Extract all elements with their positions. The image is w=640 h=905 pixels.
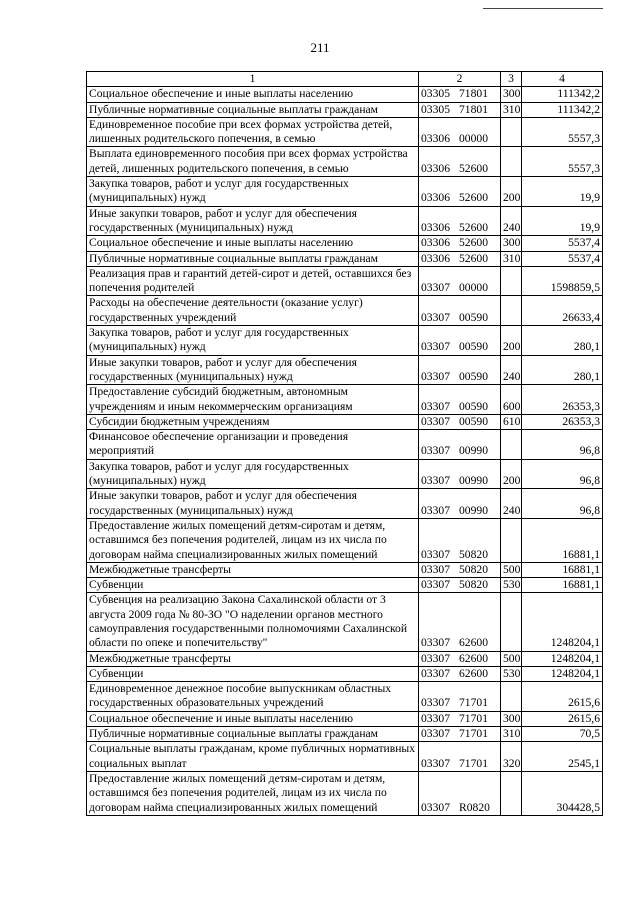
row-amount: 280,1 xyxy=(522,326,603,356)
code-part-a: 03307 xyxy=(421,800,450,814)
row-code xyxy=(419,578,501,593)
table-row xyxy=(87,562,603,577)
code-part-a: 03307 xyxy=(421,310,450,324)
row-expense-type: 610 xyxy=(501,414,522,429)
row-name: Субсидии бюджетным учреждениям xyxy=(87,414,419,429)
row-expense-type: 240 xyxy=(501,355,522,385)
code-part-b: 00590 xyxy=(459,369,488,383)
row-expense-type: 240 xyxy=(501,489,522,519)
row-code xyxy=(419,489,501,519)
row-code xyxy=(419,727,501,742)
table-row xyxy=(87,593,603,651)
row-expense-type: 530 xyxy=(501,578,522,593)
row-expense-type xyxy=(501,518,522,562)
row-expense-type xyxy=(501,593,522,651)
row-amount: 16881,1 xyxy=(522,578,603,593)
row-expense-type: 240 xyxy=(501,206,522,236)
row-expense-type xyxy=(501,682,522,712)
row-code xyxy=(419,414,501,429)
code-part-a: 03305 xyxy=(421,87,450,101)
code-part-a: 03307 xyxy=(421,399,450,413)
row-expense-type: 310 xyxy=(501,727,522,742)
budget-table xyxy=(86,71,603,816)
row-code xyxy=(419,459,501,489)
row-amount: 5557,3 xyxy=(522,117,603,147)
row-name: Реализация прав и гарантий детей-сирот и детей, оставшихся без попечения родителей xyxy=(87,266,419,296)
row-code xyxy=(419,147,501,177)
table-row xyxy=(87,459,603,489)
row-amount: 1248204,1 xyxy=(522,651,603,666)
row-amount: 19,9 xyxy=(522,177,603,207)
row-name: Межбюджетные трансферты xyxy=(87,562,419,577)
row-expense-type: 300 xyxy=(501,87,522,102)
row-code xyxy=(419,593,501,651)
row-code xyxy=(419,430,501,460)
row-expense-type: 200 xyxy=(501,177,522,207)
row-code xyxy=(419,87,501,102)
code-part-b: 00990 xyxy=(459,503,488,517)
code-part-b: 71801 xyxy=(459,102,488,116)
code-part-a: 03306 xyxy=(421,251,450,265)
table-row xyxy=(87,727,603,742)
code-part-a: 03307 xyxy=(421,711,450,725)
row-amount: 70,5 xyxy=(522,727,603,742)
row-code xyxy=(419,711,501,726)
row-name: Закупка товаров, работ и услуг для государственных (муниципальных) нужд xyxy=(87,459,419,489)
row-name: Выплата единовременного пособия при всех формах устройства детей, лишенных родительского попечения, в семью xyxy=(87,147,419,177)
row-expense-type xyxy=(501,296,522,326)
row-amount: 5537,4 xyxy=(522,251,603,266)
code-part-b: 52600 xyxy=(459,220,488,234)
code-part-a: 03307 xyxy=(421,562,450,576)
row-amount: 96,8 xyxy=(522,430,603,460)
row-code xyxy=(419,651,501,666)
header-col-1: 1 xyxy=(87,72,419,87)
row-name: Иные закупки товаров, работ и услуг для обеспечения государственных (муниципальных) нужд xyxy=(87,489,419,519)
row-expense-type xyxy=(501,117,522,147)
table-row xyxy=(87,414,603,429)
code-part-b: 50820 xyxy=(459,578,488,592)
row-amount: 19,9 xyxy=(522,206,603,236)
row-amount: 2545,1 xyxy=(522,742,603,772)
row-amount: 2615,6 xyxy=(522,682,603,712)
table-row xyxy=(87,489,603,519)
code-part-a: 03307 xyxy=(421,696,450,710)
code-part-a: 03305 xyxy=(421,102,450,116)
row-code xyxy=(419,326,501,356)
code-part-a: 03307 xyxy=(421,727,450,741)
row-name: Единовременное денежное пособие выпускникам областных государственных образовательных учреждений xyxy=(87,682,419,712)
row-expense-type: 200 xyxy=(501,326,522,356)
table-row xyxy=(87,117,603,147)
table-row xyxy=(87,355,603,385)
code-part-b: 00590 xyxy=(459,399,488,413)
row-name: Публичные нормативные социальные выплаты гражданам xyxy=(87,251,419,266)
table-row xyxy=(87,578,603,593)
row-name: Иные закупки товаров, работ и услуг для обеспечения государственных (муниципальных) нужд xyxy=(87,355,419,385)
row-expense-type xyxy=(501,266,522,296)
table-row xyxy=(87,666,603,681)
row-name: Единовременное пособие при всех формах устройства детей, лишенных родительского попечения, в семью xyxy=(87,117,419,147)
code-part-b: 50820 xyxy=(459,562,488,576)
row-expense-type xyxy=(501,147,522,177)
row-code xyxy=(419,206,501,236)
row-amount: 1248204,1 xyxy=(522,593,603,651)
code-part-b: 50820 xyxy=(459,547,488,561)
row-amount: 280,1 xyxy=(522,355,603,385)
row-name: Межбюджетные трансферты xyxy=(87,651,419,666)
row-amount: 5557,3 xyxy=(522,147,603,177)
code-part-a: 03307 xyxy=(421,547,450,561)
table-row xyxy=(87,711,603,726)
row-code xyxy=(419,355,501,385)
table-row xyxy=(87,296,603,326)
code-part-b: 52600 xyxy=(459,251,488,265)
header-col-3: 3 xyxy=(501,72,522,87)
row-name: Финансовое обеспечение организации и проведения мероприятий xyxy=(87,430,419,460)
code-part-b: 52600 xyxy=(459,161,488,175)
code-part-a: 03307 xyxy=(421,651,450,665)
table-row xyxy=(87,87,603,102)
code-part-a: 03307 xyxy=(421,414,450,428)
row-code xyxy=(419,518,501,562)
code-part-b: 00590 xyxy=(459,414,488,428)
table-row xyxy=(87,251,603,266)
row-amount: 26353,3 xyxy=(522,385,603,415)
page-number: 211 xyxy=(310,40,330,55)
row-name: Субвенции xyxy=(87,578,419,593)
code-part-a: 03307 xyxy=(421,503,450,517)
code-part-b: 00990 xyxy=(459,474,488,488)
row-expense-type: 300 xyxy=(501,236,522,251)
row-expense-type: 500 xyxy=(501,562,522,577)
code-part-b: 62600 xyxy=(459,666,488,680)
row-expense-type: 320 xyxy=(501,742,522,772)
table-header-row xyxy=(87,72,603,87)
code-part-a: 03307 xyxy=(421,756,450,770)
code-part-b: 62600 xyxy=(459,636,488,650)
row-code xyxy=(419,562,501,577)
code-part-b: 71701 xyxy=(459,727,488,741)
row-name: Социальное обеспечение и иные выплаты населению xyxy=(87,87,419,102)
table-row xyxy=(87,742,603,772)
row-amount: 26353,3 xyxy=(522,414,603,429)
table-row xyxy=(87,236,603,251)
header-col-2: 2 xyxy=(419,72,501,87)
row-amount: 2615,6 xyxy=(522,711,603,726)
row-code xyxy=(419,385,501,415)
code-part-b: 71701 xyxy=(459,756,488,770)
code-part-b: 52600 xyxy=(459,236,488,250)
code-part-b: R0820 xyxy=(459,800,490,814)
row-amount: 111342,2 xyxy=(522,102,603,117)
code-part-a: 03306 xyxy=(421,132,450,146)
row-code xyxy=(419,266,501,296)
code-part-a: 03306 xyxy=(421,236,450,250)
row-expense-type: 310 xyxy=(501,102,522,117)
row-name: Субвенция на реализацию Закона Сахалинской области от 3 августа 2009 года № 80-ЗО "О наделении органов местного самоуправления государственными полномочиями Сахалинской области по опеке и попечительству" xyxy=(87,593,419,651)
top-rule xyxy=(483,8,603,9)
row-amount: 16881,1 xyxy=(522,518,603,562)
row-expense-type: 200 xyxy=(501,459,522,489)
row-amount: 111342,2 xyxy=(522,87,603,102)
code-part-b: 71701 xyxy=(459,711,488,725)
table-row xyxy=(87,518,603,562)
table-body xyxy=(87,72,603,816)
row-code xyxy=(419,236,501,251)
row-name: Социальное обеспечение и иные выплаты населению xyxy=(87,236,419,251)
code-part-a: 03307 xyxy=(421,369,450,383)
code-part-a: 03307 xyxy=(421,340,450,354)
code-part-a: 03307 xyxy=(421,578,450,592)
row-name: Предоставление жилых помещений детям-сиротам и детям, оставшимся без попечения родителей, лицам из их числа по договорам найма специализированных жилых помещений xyxy=(87,771,419,815)
row-name: Социальные выплаты гражданам, кроме публичных нормативных социальных выплат xyxy=(87,742,419,772)
row-name: Закупка товаров, работ и услуг для государственных (муниципальных) нужд xyxy=(87,177,419,207)
code-part-a: 03306 xyxy=(421,191,450,205)
row-amount: 1598859,5 xyxy=(522,266,603,296)
table-row xyxy=(87,177,603,207)
table-row xyxy=(87,326,603,356)
row-expense-type xyxy=(501,430,522,460)
row-expense-type: 530 xyxy=(501,666,522,681)
row-code xyxy=(419,682,501,712)
row-code xyxy=(419,251,501,266)
header-col-4: 4 xyxy=(522,72,603,87)
code-part-a: 03306 xyxy=(421,161,450,175)
table-row xyxy=(87,147,603,177)
table-row xyxy=(87,102,603,117)
row-name: Публичные нормативные социальные выплаты гражданам xyxy=(87,727,419,742)
row-name: Предоставление субсидий бюджетным, автономным учреждениям и иным некоммерческим организациям xyxy=(87,385,419,415)
row-code xyxy=(419,102,501,117)
table-row xyxy=(87,206,603,236)
code-part-b: 00000 xyxy=(459,281,488,295)
code-part-a: 03307 xyxy=(421,444,450,458)
row-name: Закупка товаров, работ и услуг для государственных (муниципальных) нужд xyxy=(87,326,419,356)
row-amount: 16881,1 xyxy=(522,562,603,577)
row-amount: 1248204,1 xyxy=(522,666,603,681)
row-code xyxy=(419,771,501,815)
table-row xyxy=(87,651,603,666)
row-amount: 96,8 xyxy=(522,459,603,489)
code-part-b: 00590 xyxy=(459,340,488,354)
code-part-b: 00990 xyxy=(459,444,488,458)
row-amount: 304428,5 xyxy=(522,771,603,815)
row-name: Субвенции xyxy=(87,666,419,681)
table-row xyxy=(87,682,603,712)
code-part-b: 00590 xyxy=(459,310,488,324)
row-amount: 5537,4 xyxy=(522,236,603,251)
row-amount: 96,8 xyxy=(522,489,603,519)
table-row xyxy=(87,266,603,296)
row-expense-type xyxy=(501,771,522,815)
code-part-b: 71801 xyxy=(459,87,488,101)
table-row xyxy=(87,771,603,815)
row-name: Расходы на обеспечение деятельности (оказание услуг) государственных учреждений xyxy=(87,296,419,326)
code-part-a: 03307 xyxy=(421,281,450,295)
row-name: Социальное обеспечение и иные выплаты населению xyxy=(87,711,419,726)
row-expense-type: 300 xyxy=(501,711,522,726)
row-code xyxy=(419,117,501,147)
code-part-a: 03307 xyxy=(421,666,450,680)
code-part-a: 03307 xyxy=(421,474,450,488)
code-part-a: 03307 xyxy=(421,636,450,650)
code-part-b: 52600 xyxy=(459,191,488,205)
row-expense-type: 310 xyxy=(501,251,522,266)
row-code xyxy=(419,666,501,681)
row-expense-type: 600 xyxy=(501,385,522,415)
code-part-a: 03306 xyxy=(421,220,450,234)
row-amount: 26633,4 xyxy=(522,296,603,326)
row-name: Публичные нормативные социальные выплаты гражданам xyxy=(87,102,419,117)
row-code xyxy=(419,177,501,207)
row-expense-type: 500 xyxy=(501,651,522,666)
row-name: Иные закупки товаров, работ и услуг для обеспечения государственных (муниципальных) нужд xyxy=(87,206,419,236)
code-part-b: 00000 xyxy=(459,132,488,146)
table-row xyxy=(87,385,603,415)
row-code xyxy=(419,742,501,772)
code-part-b: 62600 xyxy=(459,651,488,665)
code-part-b: 71701 xyxy=(459,696,488,710)
row-code xyxy=(419,296,501,326)
table-row xyxy=(87,430,603,460)
row-name: Предоставление жилых помещений детям-сиротам и детям, оставшимся без попечения родителей, лицам из их числа по договорам найма специализированных жилых помещений xyxy=(87,518,419,562)
